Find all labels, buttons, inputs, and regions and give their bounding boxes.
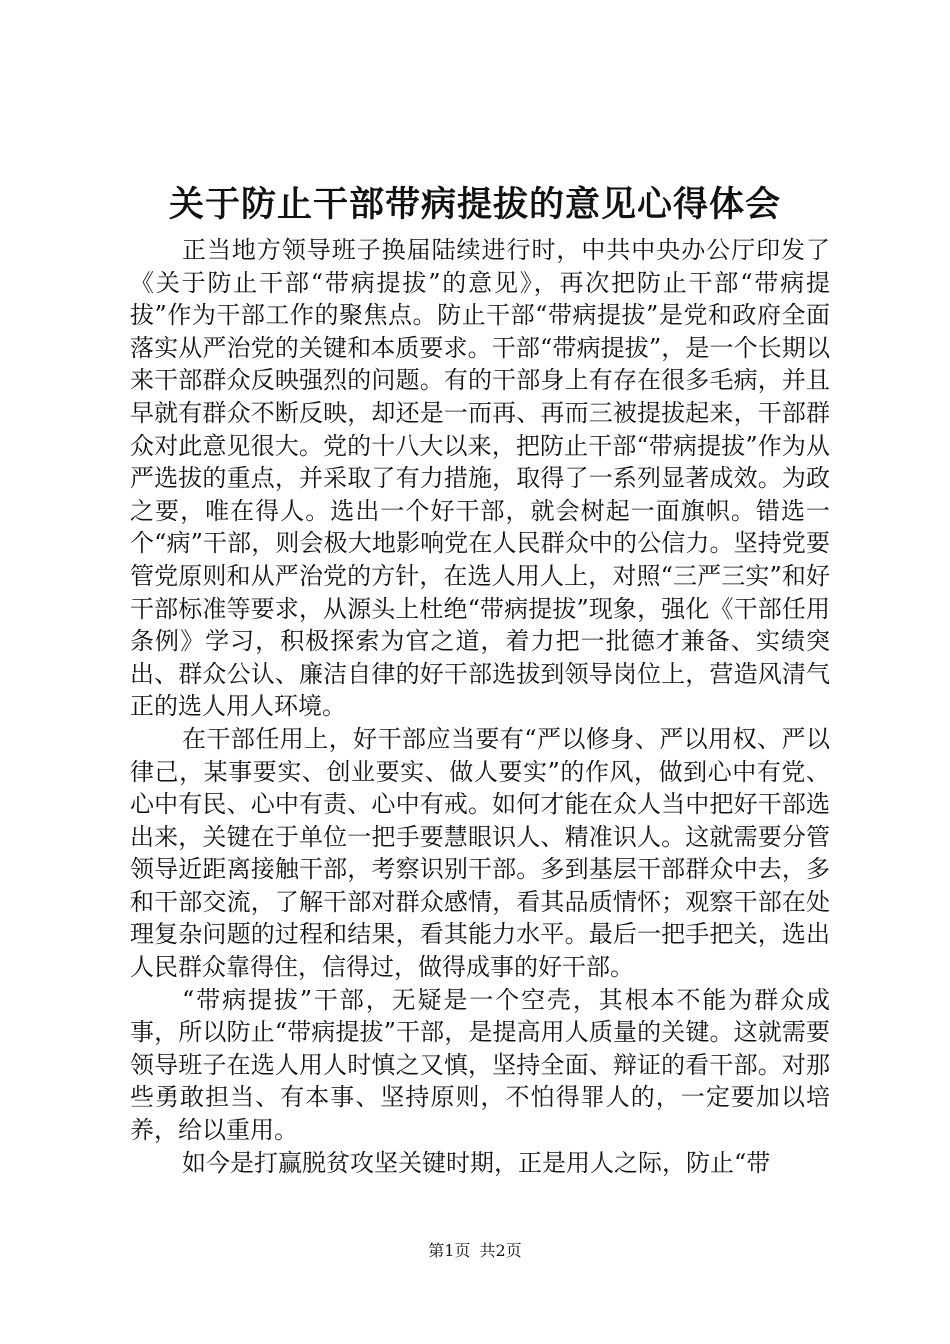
page-number-total: 共2页 [479, 1241, 522, 1260]
document-body [130, 234, 830, 1179]
page-number-current: 第1页 [428, 1241, 471, 1260]
document-title: 关于防止干部带病提拔的意见心得体会 [168, 184, 781, 225]
page-footer [0, 1241, 950, 1261]
paragraph-3: “带病提拔”干部，无疑是一个空壳，其根本不能为群众成事，所以防止“带病提拔”干部，是提高用人质量的关键。这就需要领导班子在选人用人时慎之又慎，坚持全面、辩证的看干部。对那些勇敢担当、有本事、坚持原则，不怕得罪人的，一定要加以培养，给以重用。 [130, 985, 830, 1145]
paragraph-2: 在干部任用上，好干部应当要有“严以修身、严以用权、严以律己，某事要实、创业要实、做人要实”的作风，做到心中有党、心中有民、心中有责、心中有戒。如何才能在众人当中把好干部选出来，关键在于单位一把手要慧眼识人、精准识人。这就需要分管领导近距离接触干部，考察识别干部。多到基层干部群众中去，多和干部交流，了解干部对群众感情，看其品质情怀；观察干部在处理复杂问题的过程和结果，看其能力水平。最后一把手把关，选出人民群众靠得住，信得过，做得成事的好干部。 [130, 724, 830, 982]
paragraph-1: 正当地方领导班子换届陆续进行时，中共中央办公厅印发了《关于防止干部“带病提拔”的意见》，再次把防止干部“带病提拔”作为干部工作的聚焦点。防止干部“带病提拔”是党和政府全面落实从严治党的关键和本质要求。干部“带病提拔”，是一个长期以来干部群众反映强烈的问题。有的干部身上有存在很多毛病，并且早就有群众不断反映，却还是一而再、再而三被提拔起来，干部群众对此意见很大。党的十八大以来，把防止干部“带病提拔”作为从严选拔的重点，并采取了有力措施，取得了一系列显著成效。为政之要，唯在得人。选出一个好干部，就会树起一面旗帜。错选一个“病”干部，则会极大地影响党在人民群众中的公信力。坚持党要管党原则和从严治党的方针，在选人用人上，对照“三严三实”和好干部标准等要求，从源头上杜绝“带病提拔”现象，强化《干部任用条例》学习，积极探索为官之道，着力把一批德才兼备、实绩突出、群众公认、廉洁自律的好干部选拔到领导岗位上，营造风清气正的选人用人环境。 [130, 236, 830, 721]
paragraph-4: 如今是打赢脱贫攻坚关键时期，正是用人之际，防止“带 [182, 1148, 771, 1177]
